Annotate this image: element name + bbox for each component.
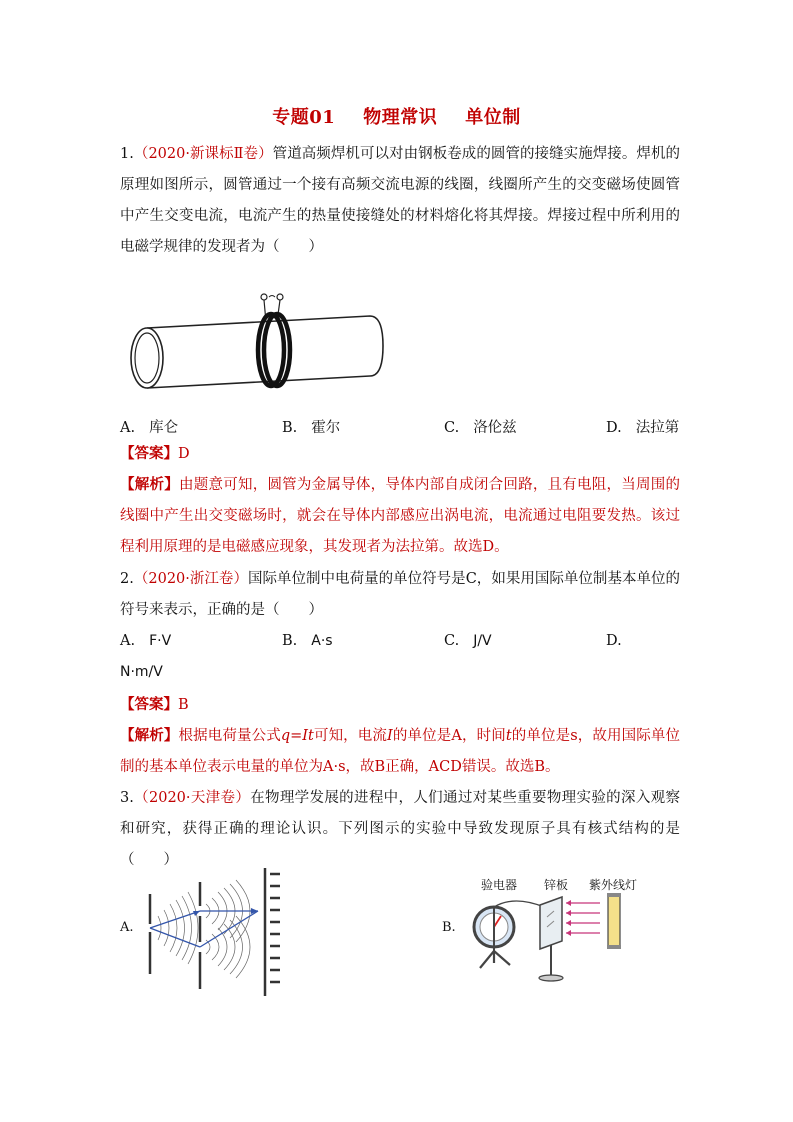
option-text: A·s [311,633,333,649]
option-label: C. [444,633,460,649]
option-a[interactable] [120,633,171,649]
option-label: C. [444,420,460,436]
option-d-text[interactable] [120,664,163,680]
option-label: D. [606,420,622,436]
answer-1 [120,438,680,470]
zinc-plate-label: 锌板 [544,878,569,892]
option-text: J/V [473,633,492,649]
option-d[interactable] [606,633,636,649]
option-label: D. [606,633,622,649]
question-source: （2020·新课标Ⅱ卷） [133,146,273,162]
answer-value: D [178,446,190,462]
electroscope-label: 验电器 [481,878,518,892]
variable-t: t [505,728,512,744]
answer-tag: 【答案】 [120,445,178,462]
formula: q=It [280,728,314,744]
option-c[interactable] [444,633,492,649]
question-2 [120,564,680,626]
analysis-text: 根据电荷量公式 [178,728,281,744]
option-c[interactable] [444,416,517,437]
question-3 [120,783,680,876]
option-label: B. [442,920,456,935]
option-text: 洛伦兹 [473,420,517,436]
question-1 [120,139,680,263]
answer-tag: 【答案】 [120,696,178,713]
analysis-tag: 【解析】 [120,476,179,493]
analysis-text: 由题意可知，圆管为金属导体，导体内部自成闭合回路，且有电阻，当周围的线圈中产生出交变磁场时，就会在导体内部感应出涡电流，电流通过电阻要发热。该过程利用原理的是电磁感应现象，其发现者为法拉第。故选D。 [120,477,681,555]
answer-2 [120,689,680,721]
uv-lamp-label: 紫外线灯 [589,878,638,892]
analysis-2 [120,720,680,783]
option-b[interactable] [282,633,333,649]
option-text: 库仑 [149,420,179,436]
option-label: A. [120,633,136,649]
option-text: N·m/V [120,664,163,680]
question-text: 管道高频焊机可以对由钢板卷成的圆管的接缝实施焊接。焊机的原理如图所示，圆管通过一个接有高频交流电源的线圈，线圈所产生的交变磁场使圆管中产生交变电流，电流产生的热量使接缝处的材料熔化将其焊接。焊接过程中所利用的电磁学规律的发现者为（ ） [120,146,680,255]
title-subject: 物理常识 [363,107,438,128]
option-text: 法拉第 [635,420,680,436]
question-number: 2. [120,571,134,587]
question-number: 3. [120,790,134,806]
answer-value: B [178,697,189,713]
analysis-tag: 【解析】 [120,727,179,744]
analysis-1 [120,469,680,563]
option-a[interactable] [120,920,134,935]
question-source: （2020·天津卷） [133,790,251,806]
question-text: 国际单位制中电荷量的单位符号是C，如果用国际单位制基本单位的符号来表示，正确的是（ ） [120,571,681,618]
page-title [0,103,793,129]
option-label: A. [120,420,136,436]
analysis-text: 的单位是A，时间 [392,728,506,744]
double-slit-figure[interactable] [140,864,290,999]
analysis-text: 可知，电流 [313,728,388,744]
option-d[interactable] [606,416,679,437]
option-label: A. [120,920,134,935]
question-text: 在物理学发展的进程中，人们通过对某些重要物理实验的深入观察和研究，获得正确的理论认识。下列图示的实验中导致发现原子具有核式结构的是（ ） [120,790,680,868]
option-b[interactable] [442,920,456,935]
option-label: B. [282,420,298,436]
title-unit: 单位制 [465,107,521,128]
option-text: F·V [149,633,172,649]
option-b[interactable] [282,416,340,437]
photoelectric-figure[interactable] [470,893,650,988]
option-label: B. [282,633,298,649]
option-text: 霍尔 [311,420,341,436]
pipe-coil-figure [125,288,385,398]
variable-i: I [387,728,393,744]
option-a[interactable] [120,416,178,437]
title-topic: 专题01 [272,107,336,128]
question-source: （2020·浙江卷） [133,571,248,587]
analysis-text: 的单位是s，故用国际单位制的基本单位表示电量的单位为A·s，故B正确，ACD错误。故选B。 [120,728,681,775]
question-number: 1. [120,146,134,162]
